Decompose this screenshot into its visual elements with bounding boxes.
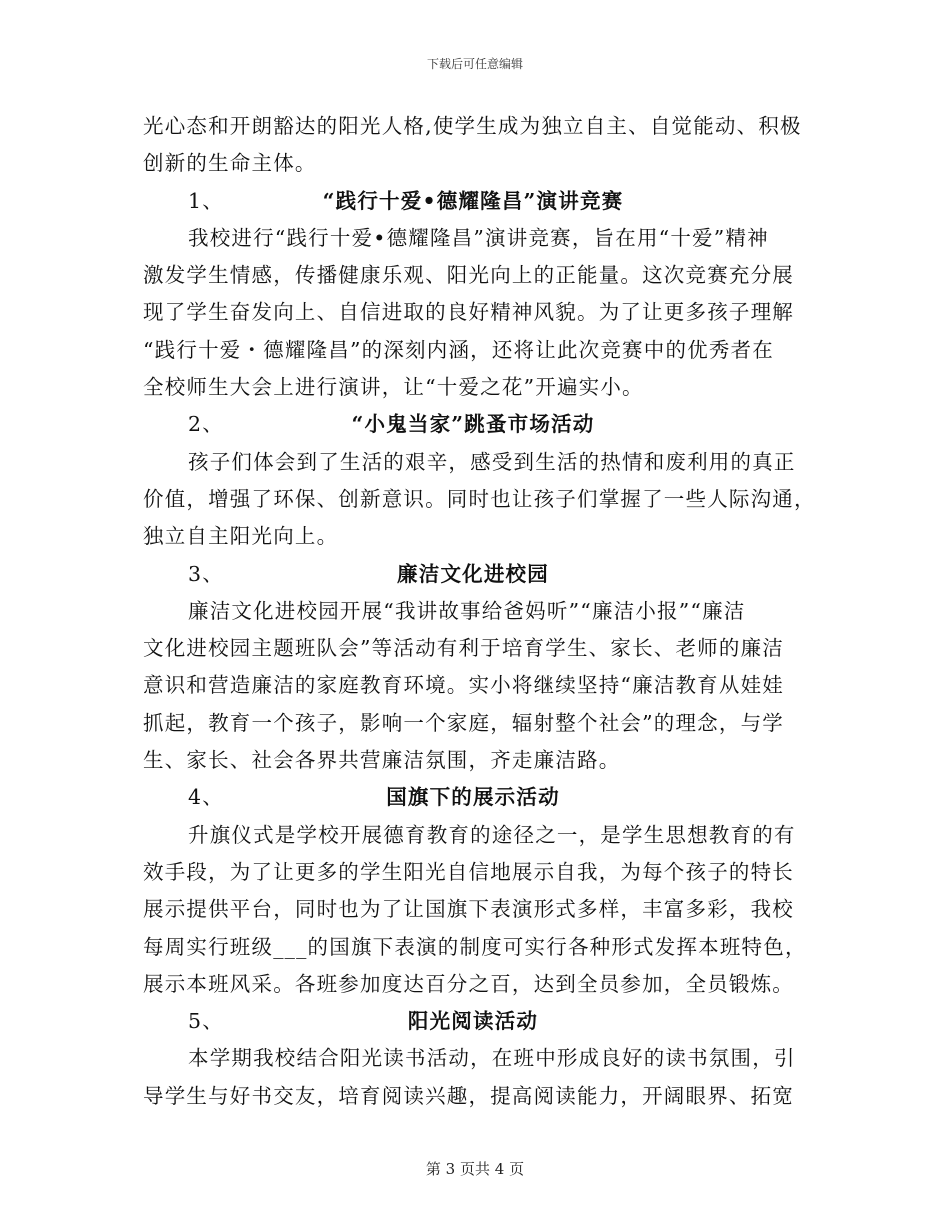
- paragraph-line: “践行十爱・德耀隆昌”的深刻内涵，还将让此次竞赛中的优秀者在: [143, 337, 774, 362]
- section-title: 国旗下的展示活动: [386, 785, 560, 810]
- section-number: 2、: [188, 412, 224, 437]
- section-title: 廉洁文化进校园: [397, 561, 549, 586]
- paragraph-line: 价值，增强了环保、创新意识。同时也让孩子们掌握了一些人际沟通，: [143, 486, 816, 511]
- section-heading-4: [143, 779, 803, 816]
- section-heading-1: [143, 183, 803, 220]
- section-number: 5、: [188, 1009, 224, 1034]
- page-header: 下载后可任意编辑: [426, 57, 523, 71]
- paragraph-line: 文化进校园主题班队会”等活动有利于培育学生、家长、老师的廉洁: [143, 636, 784, 661]
- section-number: 4、: [188, 785, 224, 810]
- section-heading-5: [143, 1003, 803, 1040]
- section-number: 3、: [188, 561, 224, 586]
- paragraph-line: 光心态和开朗豁达的阳光人格,使学生成为独立自主、自觉能动、积极: [143, 114, 802, 138]
- paragraph-line: 每周实行班级___的国旗下表演的制度可实行各种形式发挥本班特色，: [143, 934, 807, 959]
- paragraph-line: 升旗仪式是学校开展德育教育的途径之一，是学生思想教育的有: [188, 822, 796, 847]
- paragraph-line: 展示本班风采。各班参加度达百分之百，达到全员参加，全员锻炼。: [143, 971, 794, 996]
- paragraph-line: 创新的生命主体。: [143, 151, 317, 176]
- paragraph-line: 生、家长、社会各界共营廉洁氛围，齐走廉洁路。: [143, 748, 621, 773]
- paragraph-line: 导学生与好书交友，培育阅读兴趣，提高阅读能力，开阔眼界、拓宽: [143, 1083, 794, 1108]
- paragraph-line: 效手段，为了让更多的学生阳光自信地展示自我，为每个孩子的特长: [143, 859, 794, 884]
- section-number: 1、: [188, 188, 224, 213]
- paragraph-line: 意识和营造廉洁的家庭教育环境。实小将继续坚持“廉洁教育从娃娃: [143, 673, 784, 698]
- paragraph-line: 激发学生情感，传播健康乐观、阳光向上的正能量。这次竞赛充分展: [143, 263, 794, 288]
- paragraph-line: 独立自主阳光向上。: [143, 524, 339, 549]
- paragraph-line: 现了学生奋发向上、自信进取的良好精神风貌。为了让更多孩子理解: [143, 300, 794, 325]
- document-body: [143, 108, 816, 1115]
- paragraph-line: 本学期我校结合阳光读书活动，在班中形成良好的读书氛围，引: [188, 1046, 796, 1071]
- paragraph-line: 孩子们体会到了生活的艰辛，感受到生活的热情和废利用的真正: [188, 449, 796, 474]
- page-footer: 第 3 页共 4 页: [425, 1160, 525, 1178]
- paragraph-line: 全校师生大会上进行演讲，让“十爱之花”开遍实小。: [143, 375, 644, 400]
- paragraph-line: 我校进行“践行十爱•德耀隆昌”演讲竞赛，旨在用“十爱”精神: [188, 225, 769, 250]
- paragraph-line: 廉洁文化进校园开展“我讲故事给爸妈听”“廉洁小报”“廉洁: [188, 598, 746, 623]
- section-heading-2: [143, 406, 803, 443]
- section-title: 阳光阅读活动: [407, 1009, 539, 1034]
- paragraph-line: 抓起，教育一个孩子，影响一个家庭，辐射整个社会”的理念，与学: [143, 710, 784, 735]
- paragraph-line: 展示提供平台，同时也为了让国旗下表演形式多样，丰富多彩，我校: [143, 897, 794, 922]
- section-title: “小鬼当家”跳蚤市场活动: [351, 412, 595, 437]
- section-title: “践行十爱•德耀隆昌”演讲竞赛: [322, 188, 624, 213]
- section-heading-3: [143, 556, 803, 593]
